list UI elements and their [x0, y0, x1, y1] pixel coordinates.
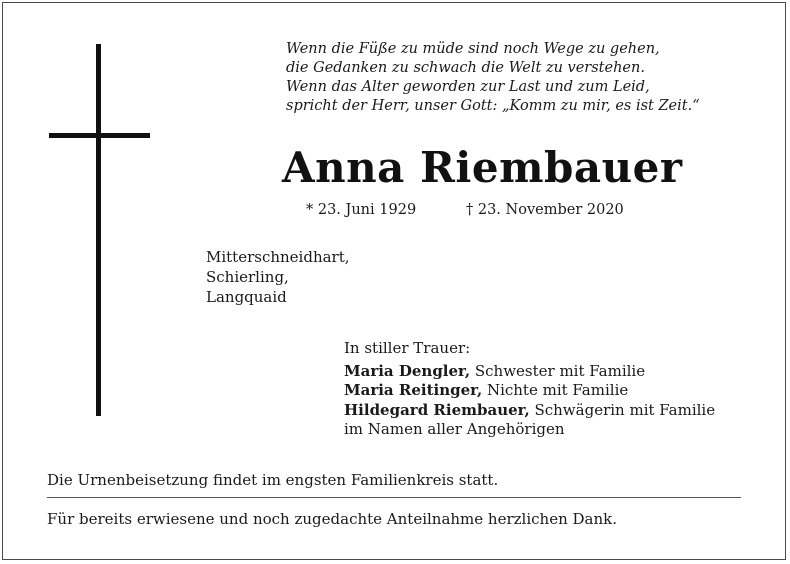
mourner-row — [344, 381, 715, 401]
birth-date: * 23. Juni 1929 — [306, 202, 417, 218]
poem-line: spricht der Herr, unser Gott: „Komm zu mir, es ist Zeit.“ — [286, 98, 700, 114]
divider — [47, 497, 741, 498]
mourners-block — [344, 339, 715, 440]
poem-line: Wenn die Füße zu müde sind noch Wege zu gehen, — [286, 41, 660, 57]
mourner-row — [344, 401, 715, 421]
mourner-name: Maria Dengler, — [344, 361, 471, 380]
mourners-closing: im Namen aller Angehörigen — [344, 420, 565, 438]
mourner-row — [344, 362, 715, 382]
place-item: Langquaid — [206, 288, 287, 306]
cross-icon-vertical-bar — [96, 44, 101, 416]
places-list — [206, 247, 350, 307]
mourner-name: Maria Reitinger, — [344, 381, 483, 399]
burial-note: Die Urnenbeisetzung findet im engsten Familienkreis statt. — [47, 471, 499, 489]
mourner-relation: Schwägerin mit Familie — [529, 400, 716, 419]
thanks-note: Für bereits erwiesene und noch zugedachte Anteilnahme herzlichen Dank. — [47, 510, 617, 528]
deceased-name: Anna Riembauer — [282, 143, 683, 192]
poem-line: Wenn das Alter geworden zur Last und zum Leid, — [286, 79, 650, 95]
place-item: Schierling, — [206, 268, 289, 286]
death-date: † 23. November 2020 — [466, 202, 624, 218]
mourner-relation: Nichte mit Familie — [482, 381, 629, 399]
poem — [286, 40, 700, 116]
mourners-intro: In stiller Trauer: — [344, 339, 471, 357]
poem-line: die Gedanken zu schwach die Welt zu verstehen. — [286, 60, 645, 76]
mourner-name: Hildegard Riembauer, — [344, 400, 530, 419]
place-item: Mitterschneidhart, — [206, 248, 350, 266]
cross-icon-horizontal-bar — [49, 133, 150, 138]
mourner-relation: Schwester mit Familie — [470, 361, 646, 380]
